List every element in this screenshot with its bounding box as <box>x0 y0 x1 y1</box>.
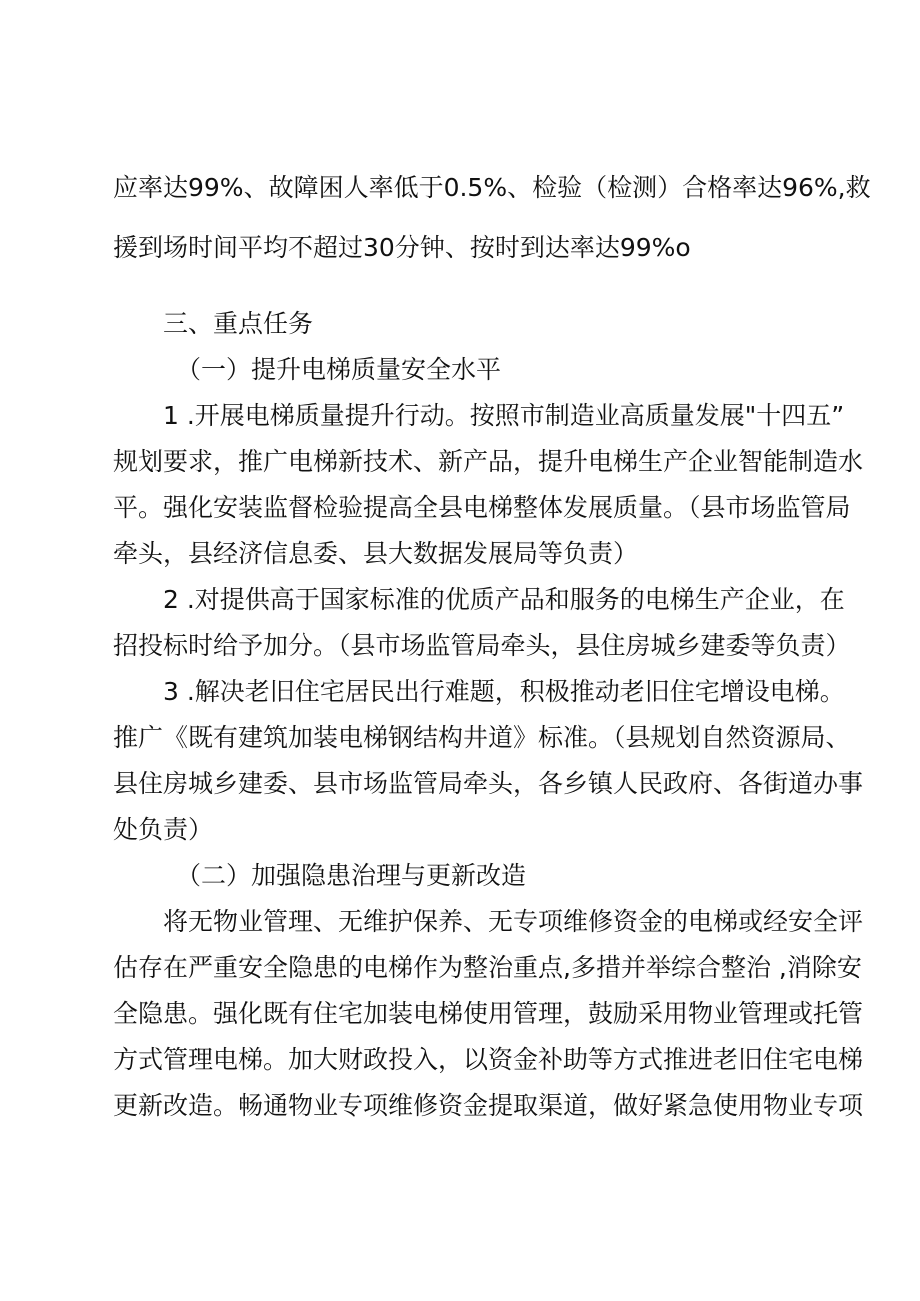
body-text-line: 平。强化安装监督检验提高全县电梯整体发展质量。（县市场监管局 <box>113 493 851 522</box>
body-text-line: 方式管理电梯。加大财政投入，以资金补助等方式推进老旧住宅电梯 <box>113 1045 864 1074</box>
body-text-line: 招投标时给予加分。（县市场监管局牵头，县住房城乡建委等负责） <box>113 631 851 660</box>
body-text-line: 规划要求，推广电梯新技术、新产品，提升电梯生产企业智能制造水 <box>113 447 864 476</box>
body-text-line: 县住房城乡建委、县市场监管局牵头，各乡镇人民政府、各街道办事 <box>113 769 864 798</box>
body-text-line: 2 .对提供高于国家标准的优质产品和服务的电梯生产企业，在 <box>163 585 845 614</box>
body-text-line: 将无物业管理、无维护保养、无专项维修资金的电梯或经安全评 <box>163 907 864 936</box>
body-text-line: 全隐患。强化既有住宅加装电梯使用管理，鼓励采用物业管理或托管 <box>113 999 864 1028</box>
body-text-line: 估存在严重安全隐患的电梯作为整治重点,多措并举综合整治 ,消除安 <box>113 953 862 982</box>
section-heading: 三、重点任务 <box>163 309 314 338</box>
body-text-line: 应率达99%、故障困人率低于0.5%、检验（检测）合格率达96%,救 <box>113 173 871 202</box>
subsection-heading: （一）提升电梯质量安全水平 <box>176 355 502 384</box>
body-text-line: 援到场时间平均不超过30分钟、按时到达率达99%o <box>113 233 691 262</box>
body-text-line: 牵头，县经济信息委、县大数据发展局等负责） <box>113 539 639 568</box>
subsection-heading: （二）加强隐患治理与更新改造 <box>176 861 527 890</box>
body-text-line: 处负责） <box>113 815 214 844</box>
body-text-line: 更新改造。畅通物业专项维修资金提取渠道，做好紧急使用物业专项 <box>113 1091 864 1120</box>
body-text-line: 推广《既有建筑加装电梯钢结构井道》标准。（县规划自然资源局、 <box>113 723 851 752</box>
body-text-line: 1 .开展电梯质量提升行动。按照市制造业高质量发展"十四五” <box>163 401 845 430</box>
body-text-line: 3 .解决老旧住宅居民出行难题，积极推动老旧住宅增设电梯。 <box>163 677 845 706</box>
